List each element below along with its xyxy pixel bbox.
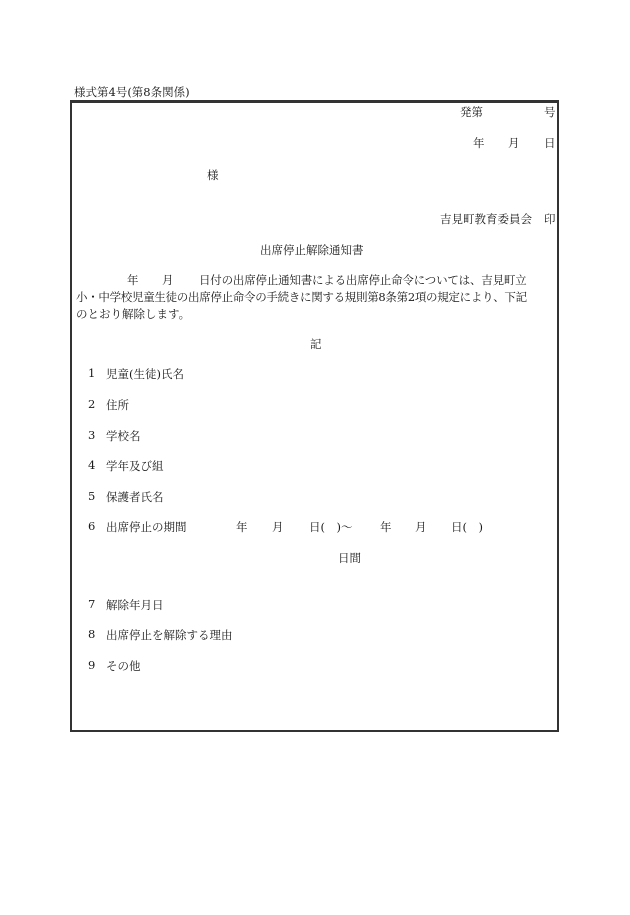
period-end-year: 年 (380, 520, 392, 534)
period-start-day: 日( )～ (309, 520, 353, 534)
form-label: 様式第4号(第8条関係) (74, 85, 190, 99)
issuer-name: 吉見町教育委員会 (440, 212, 532, 226)
body-month: 月 (162, 273, 174, 287)
item-number: 6 (88, 519, 96, 533)
period-end-day: 日( ) (451, 520, 483, 534)
body-line2: 小・中学校児童生徒の出席停止命令の手続きに関する規則第8条第2項の規定により、下記 (76, 290, 527, 304)
period-end-month: 月 (415, 520, 427, 534)
date-year: 年 (473, 136, 485, 150)
body-line3: のとおり解除します。 (76, 307, 191, 321)
item-label: 学年及び組 (106, 459, 164, 473)
period-start-year: 年 (236, 520, 248, 534)
ki-heading: 記 (310, 337, 322, 351)
item-label: その他 (106, 659, 141, 673)
item-label: 住所 (106, 398, 129, 412)
item-label: 児童(生徒)氏名 (106, 367, 184, 381)
item-label: 出席停止を解除する理由 (106, 628, 233, 642)
item-number: 5 (88, 489, 96, 503)
item-number: 8 (88, 627, 96, 641)
item-number: 1 (88, 366, 96, 380)
period-days: 日間 (338, 551, 361, 565)
seal-mark: 印 (544, 212, 556, 226)
item-label: 出席停止の期間 (106, 520, 187, 534)
date-month: 月 (508, 136, 520, 150)
document-title: 出席停止解除通知書 (260, 243, 364, 257)
recipient-suffix: 様 (207, 168, 219, 182)
doc-number-prefix: 発第 (460, 105, 483, 119)
item-number: 3 (88, 428, 96, 442)
doc-number-suffix: 号 (544, 105, 556, 119)
item-label: 解除年月日 (106, 598, 164, 612)
period-start-month: 月 (272, 520, 284, 534)
item-number: 7 (88, 597, 96, 611)
item-number: 2 (88, 397, 96, 411)
item-number: 4 (88, 458, 96, 472)
item-label: 保護者氏名 (106, 490, 164, 504)
body-line1: 日付の出席停止通知書による出席停止命令については、吉見町立 (199, 273, 527, 287)
date-day: 日 (544, 136, 556, 150)
body-year: 年 (127, 273, 139, 287)
item-number: 9 (88, 658, 96, 672)
item-label: 学校名 (106, 429, 141, 443)
